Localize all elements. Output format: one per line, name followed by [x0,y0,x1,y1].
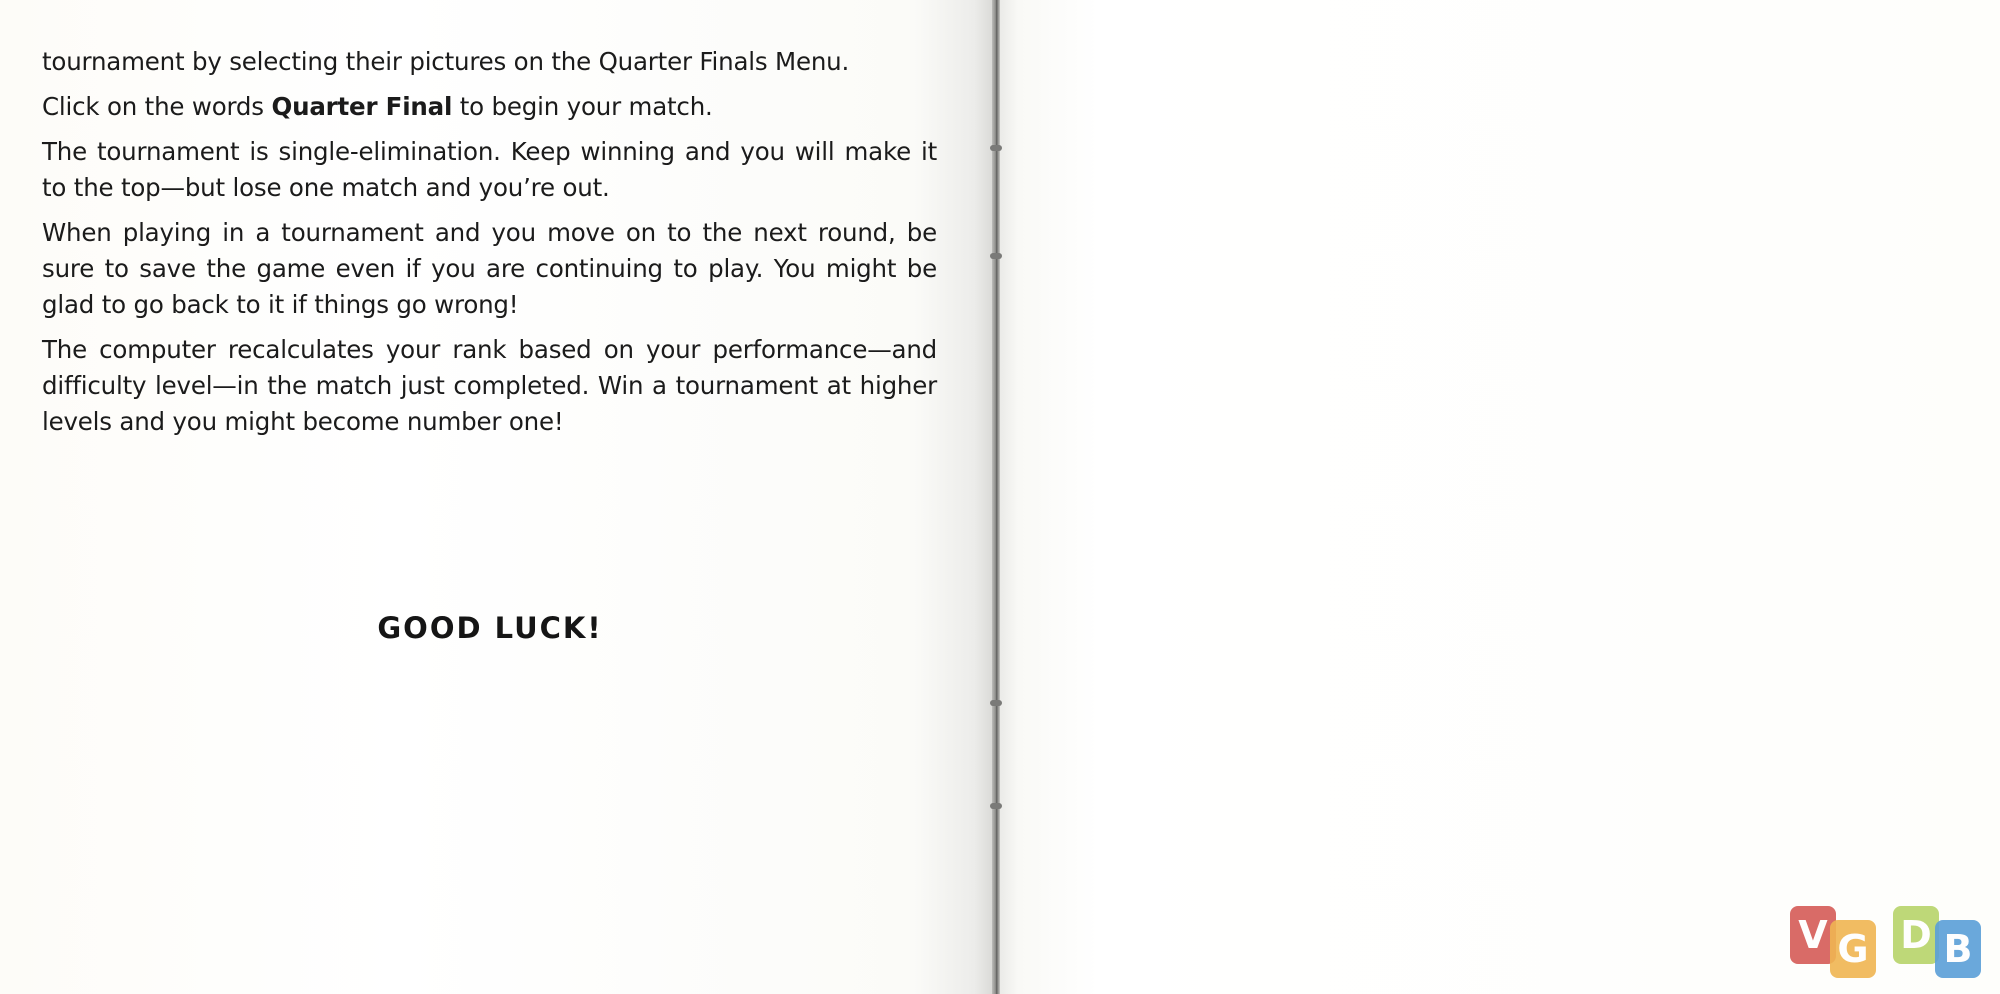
right-page [998,0,2000,994]
good-luck-heading: GOOD LUCK! [377,611,603,645]
quarter-final-bold: Quarter Final [271,92,453,121]
logo-tile-b: B [1935,920,1981,978]
paragraph-quarter-final-before: Click on the words [42,92,272,121]
staple-top [990,145,1002,151]
paragraph-quarter-final [42,89,937,125]
logo-tile-g: G [1830,920,1876,978]
paragraph-tournament-selection: tournament by selecting their pictures on the Quarter Finals Menu. [42,47,850,76]
manual-text [42,44,937,449]
logo-tile-v: V [1790,906,1836,964]
paragraph-save-game: When playing in a tournament and you move on to the next round, be sure to save the game even if you are continuing to play. You might be glad to go back to it if things go wrong! [42,218,937,319]
staple-upper [990,253,1002,259]
paragraph-quarter-final-after: to begin your match. [452,92,713,121]
vgdb-watermark-logo [1790,906,1990,986]
staple-bottom [990,803,1002,809]
paragraph-single-elimination: The tournament is single-elimination. Keep winning and you will make it to the top—but lose one match and you’re out. [42,137,937,202]
logo-tile-d: D [1893,906,1939,964]
staple-lower [990,700,1002,706]
paragraph-rank: The computer recalculates your rank based on your performance—and difficulty level—in the match just completed. Win a tournament at higher levels and you might become number one! [42,335,937,436]
